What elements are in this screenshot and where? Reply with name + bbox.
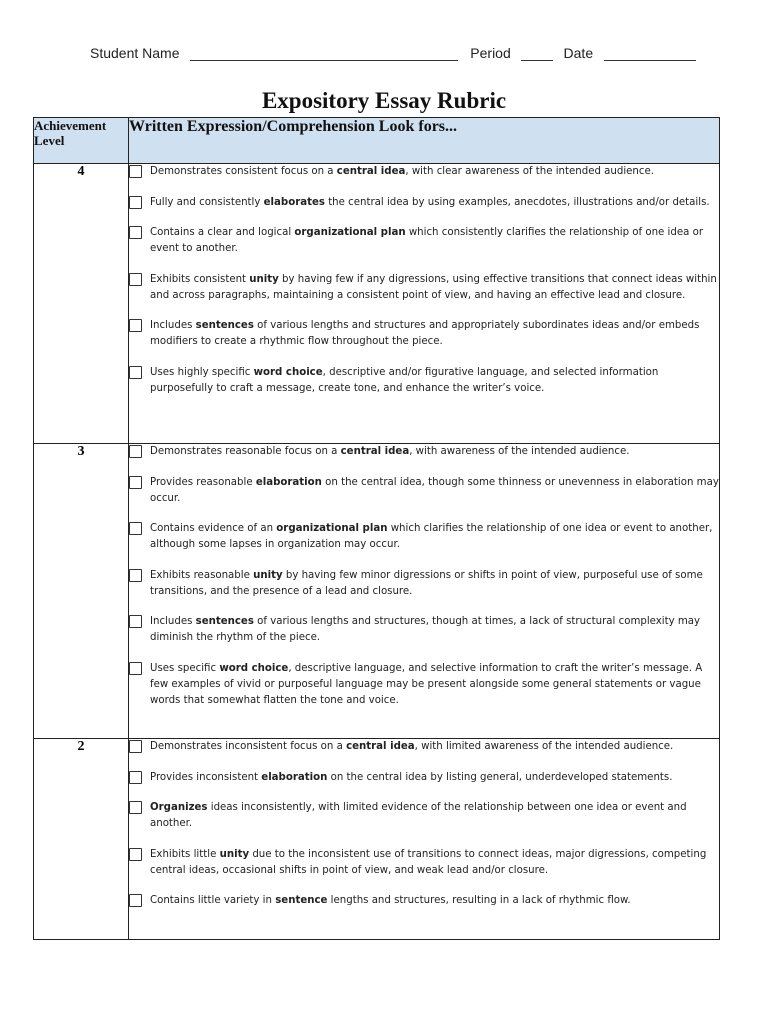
criterion-text	[150, 272, 719, 304]
criterion-item	[129, 568, 719, 600]
criterion-text-rest: , with clear awareness of the intended audience.	[405, 166, 654, 177]
criterion-item	[129, 661, 719, 709]
criterion-text	[150, 164, 654, 180]
criterion-item	[129, 195, 719, 211]
criterion-keyword: unity	[249, 273, 279, 285]
page-title: Expository Essay Rubric	[261, 88, 507, 113]
criterion-text-rest: lengths and structures, resulting in a lack of rhythmic flow.	[327, 895, 631, 906]
rubric-header-row	[34, 118, 720, 164]
criterion-text-rest: which clarifies the relationship of one idea or event to another, although some lapses in organization may occur.	[150, 523, 713, 550]
criterion-item	[129, 444, 719, 460]
criterion-text-rest: , descriptive language, and selective information to craft the writer’s message. A few examples of vivid or purposeful language may be present alongside some general statements or vague words that somewhat flatten the tone and voice.	[150, 662, 703, 706]
criterion-item	[129, 365, 719, 397]
criterion-checkbox[interactable]	[129, 226, 142, 239]
criteria-cell	[129, 164, 720, 444]
criterion-item	[129, 739, 719, 755]
criterion-text-rest: on the central idea, though some thinness or unevenness in elaboration may occur.	[150, 476, 719, 504]
criterion-keyword: unity	[219, 848, 250, 860]
criterion-checkbox[interactable]	[129, 615, 142, 628]
criterion-text-lead: Uses highly specific	[150, 366, 254, 378]
criterion-text-lead: Exhibits reasonable	[150, 569, 254, 581]
criterion-item	[129, 770, 719, 786]
criterion-checkbox[interactable]	[129, 476, 142, 489]
criterion-checkbox[interactable]	[129, 522, 142, 535]
look-fors-header: Written Expression/Comprehension Look fors...	[129, 118, 720, 164]
criterion-text	[150, 568, 719, 600]
criterion-text-lead: Demonstrates inconsistent focus on a	[150, 741, 347, 752]
criterion-text	[150, 225, 719, 257]
level-row	[34, 444, 720, 739]
criterion-text-rest: by having few if any digressions, using effective transitions that connect ideas within and across paragraphs, maintaining a consistent point of view, and having an effective lead and closure.	[150, 273, 717, 301]
criterion-item	[129, 521, 719, 553]
criterion-text	[150, 770, 672, 786]
criterion-checkbox[interactable]	[129, 771, 142, 784]
criterion-keyword: central idea	[336, 166, 406, 177]
level-number: 3	[34, 444, 129, 739]
criterion-text	[150, 444, 629, 460]
criterion-checkbox[interactable]	[129, 319, 142, 332]
level-number: 2	[34, 739, 129, 940]
criterion-keyword: sentences	[195, 616, 254, 627]
criterion-text-lead: Uses specific	[150, 662, 220, 674]
criterion-text-lead: Exhibits little	[150, 848, 220, 860]
criterion-text	[150, 365, 719, 397]
criterion-keyword: elaboration	[255, 476, 322, 488]
criterion-item	[129, 893, 719, 909]
level-row	[34, 164, 720, 444]
student-info-line	[90, 45, 696, 61]
criterion-text-lead: Contains a clear and logical	[150, 227, 295, 238]
criterion-checkbox[interactable]	[129, 740, 142, 753]
criterion-text-rest: on the central idea by listing general, underdeveloped statements.	[327, 771, 673, 783]
criterion-keyword: organizational plan	[276, 523, 388, 534]
criterion-text-lead: Demonstrates reasonable focus on a	[150, 446, 341, 457]
criterion-text	[150, 739, 673, 755]
criterion-keyword: sentences	[195, 320, 254, 331]
criterion-text	[150, 847, 719, 879]
criterion-text	[150, 195, 710, 211]
criterion-text-lead: Contains evidence of an	[150, 523, 277, 534]
criterion-text-rest: due to the inconsistent use of transitions to connect ideas, major digressions, competing central ideas, occasional shifts in point of view, and weak lead and/or closure.	[150, 848, 707, 876]
criterion-text-lead: Provides inconsistent	[150, 771, 262, 783]
criterion-text-rest: , descriptive and/or figurative language, and selected information purposefully to craft a message, create tone, and enhance the writer’s voice.	[150, 366, 659, 394]
criterion-text-rest: ideas inconsistently, with limited evidence of the relationship between one idea or event and another.	[150, 802, 687, 829]
criterion-text-lead: Contains little variety in	[150, 895, 276, 906]
level-number: 4	[34, 164, 129, 444]
criterion-text-lead: Includes	[150, 616, 196, 627]
criterion-item	[129, 225, 719, 257]
criterion-checkbox[interactable]	[129, 273, 142, 286]
date-field[interactable]	[604, 47, 696, 61]
criterion-text	[150, 614, 719, 646]
achievement-level-header: Achievement Level	[34, 118, 129, 164]
criterion-text	[150, 475, 719, 507]
criterion-item	[129, 272, 719, 304]
date-label: Date	[563, 45, 594, 61]
criterion-keyword: Organizes	[150, 802, 208, 813]
criteria-cell	[129, 739, 720, 940]
criterion-text-lead: Demonstrates consistent focus on a	[150, 166, 337, 177]
criterion-keyword: central idea	[340, 446, 410, 457]
period-label: Period	[470, 45, 511, 61]
criterion-text-rest: which consistently clarifies the relationship of one idea or event to another.	[150, 227, 704, 254]
rubric-table	[33, 117, 720, 940]
criterion-text-rest: of various lengths and structures, though at times, a lack of structural complexity may diminish the rhythm of the piece.	[150, 616, 701, 643]
criterion-checkbox[interactable]	[129, 662, 142, 675]
criterion-text-lead: Fully and consistently	[150, 196, 264, 208]
student-name-label: Student Name	[90, 45, 180, 61]
criterion-checkbox[interactable]	[129, 196, 142, 209]
level-row	[34, 739, 720, 940]
criterion-text	[150, 893, 631, 909]
criterion-text-lead: Includes	[150, 320, 196, 331]
criteria-cell	[129, 444, 720, 739]
criterion-text	[150, 661, 719, 709]
criterion-text-lead: Exhibits consistent	[150, 273, 250, 285]
criterion-keyword: elaborates	[263, 196, 325, 208]
criterion-checkbox[interactable]	[129, 366, 142, 379]
criterion-text	[150, 318, 719, 350]
criterion-text-rest: , with awareness of the intended audience.	[409, 446, 630, 457]
criterion-keyword: unity	[253, 569, 283, 581]
criterion-text-rest: of various lengths and structures and appropriately subordinates ideas and/or embeds modifiers to create a rhythmic flow throughout the piece.	[150, 320, 700, 347]
criterion-item	[129, 475, 719, 507]
criterion-item	[129, 800, 719, 832]
criterion-checkbox[interactable]	[129, 569, 142, 582]
criterion-text-rest: by having few minor digressions or shifts in point of view, purposeful use of some transitions, and the presence of a lead and closure.	[150, 569, 703, 597]
criterion-text-rest: , with limited awareness of the intended audience.	[414, 741, 674, 752]
criterion-keyword: word choice	[219, 662, 289, 674]
criterion-checkbox[interactable]	[129, 165, 142, 178]
criterion-checkbox[interactable]	[129, 848, 142, 861]
criterion-item	[129, 614, 719, 646]
student-name-field[interactable]	[190, 47, 458, 61]
criterion-keyword: word choice	[253, 366, 323, 378]
criterion-item	[129, 847, 719, 879]
criterion-checkbox[interactable]	[129, 801, 142, 814]
rubric-body	[34, 164, 720, 940]
criterion-text	[150, 521, 719, 553]
criterion-text-lead: Provides reasonable	[150, 476, 256, 488]
criterion-keyword: sentence	[275, 895, 328, 906]
criterion-item	[129, 318, 719, 350]
criterion-keyword: central idea	[346, 741, 415, 752]
criterion-text-rest: the central idea by using examples, anecdotes, illustrations and/or details.	[324, 196, 710, 208]
criterion-keyword: organizational plan	[294, 227, 406, 238]
criterion-checkbox[interactable]	[129, 894, 142, 907]
criterion-text	[150, 800, 719, 832]
criterion-keyword: elaboration	[261, 771, 328, 783]
period-field[interactable]	[521, 47, 553, 61]
criterion-checkbox[interactable]	[129, 445, 142, 458]
criterion-item	[129, 164, 719, 180]
